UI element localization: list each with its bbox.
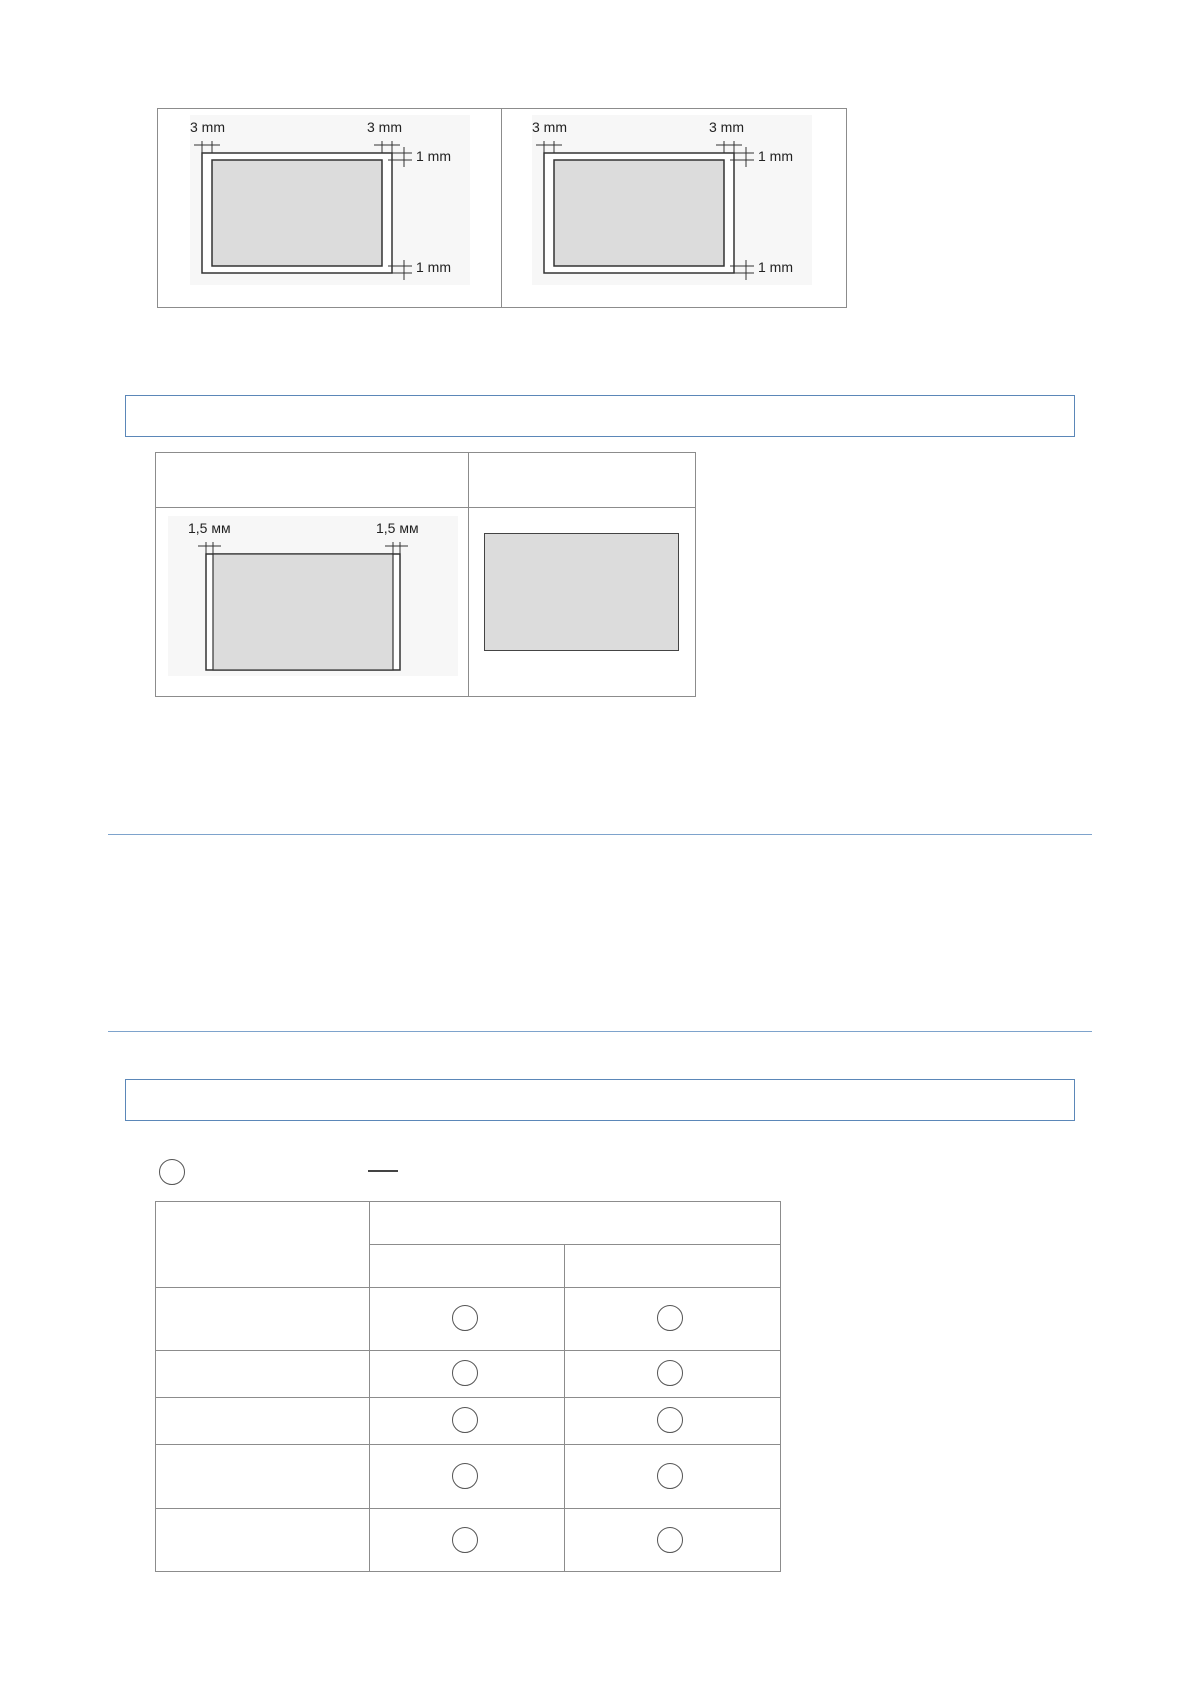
- circle-icon: [657, 1360, 683, 1386]
- margin-diagram-left: [190, 115, 470, 285]
- top-1mm-label: 1 mm: [758, 148, 793, 164]
- table-header-rule: [155, 1287, 781, 1288]
- compatibility-table: [155, 1201, 781, 1572]
- circle-icon: [452, 1463, 478, 1489]
- table-row-rule: [155, 1444, 781, 1445]
- left-3mm-label: 3 mm: [190, 119, 225, 135]
- right-3mm-label: 3 mm: [709, 119, 744, 135]
- circle-icon: [452, 1407, 478, 1433]
- section-divider-top: [108, 834, 1092, 835]
- circle-icon: [657, 1527, 683, 1553]
- print-area-table-divider: [468, 452, 469, 697]
- right-1-5mm-label: 1,5 мм: [376, 520, 419, 536]
- print-area-table-header-rule: [155, 507, 696, 508]
- table-col-divider-2: [564, 1244, 565, 1572]
- right-3mm-label: 3 mm: [367, 119, 402, 135]
- circle-icon: [657, 1305, 683, 1331]
- circle-icon: [452, 1527, 478, 1553]
- circle-icon: [657, 1407, 683, 1433]
- envelope-margin-diagram: [168, 516, 458, 676]
- circle-icon: [657, 1463, 683, 1489]
- left-1-5mm-label: 1,5 мм: [188, 520, 231, 536]
- table-group-rule: [369, 1244, 781, 1245]
- borderless-print-area: [484, 533, 679, 651]
- dash-icon: [368, 1170, 398, 1172]
- section-divider-bottom: [108, 1031, 1092, 1032]
- table-col-divider-1: [369, 1201, 370, 1572]
- circle-icon: [452, 1360, 478, 1386]
- circle-icon: [452, 1305, 478, 1331]
- table-row-rule: [155, 1350, 781, 1351]
- top-1mm-label: 1 mm: [416, 148, 451, 164]
- margin-diagram-divider: [501, 108, 502, 308]
- table-row-rule: [155, 1508, 781, 1509]
- table-row-rule: [155, 1397, 781, 1398]
- section-header-box: [125, 395, 1075, 437]
- bottom-1mm-label: 1 mm: [758, 259, 793, 275]
- bottom-1mm-label: 1 mm: [416, 259, 451, 275]
- circle-icon: [159, 1159, 185, 1185]
- section-header-box: [125, 1079, 1075, 1121]
- left-3mm-label: 3 mm: [532, 119, 567, 135]
- margin-diagram-right: [532, 115, 812, 285]
